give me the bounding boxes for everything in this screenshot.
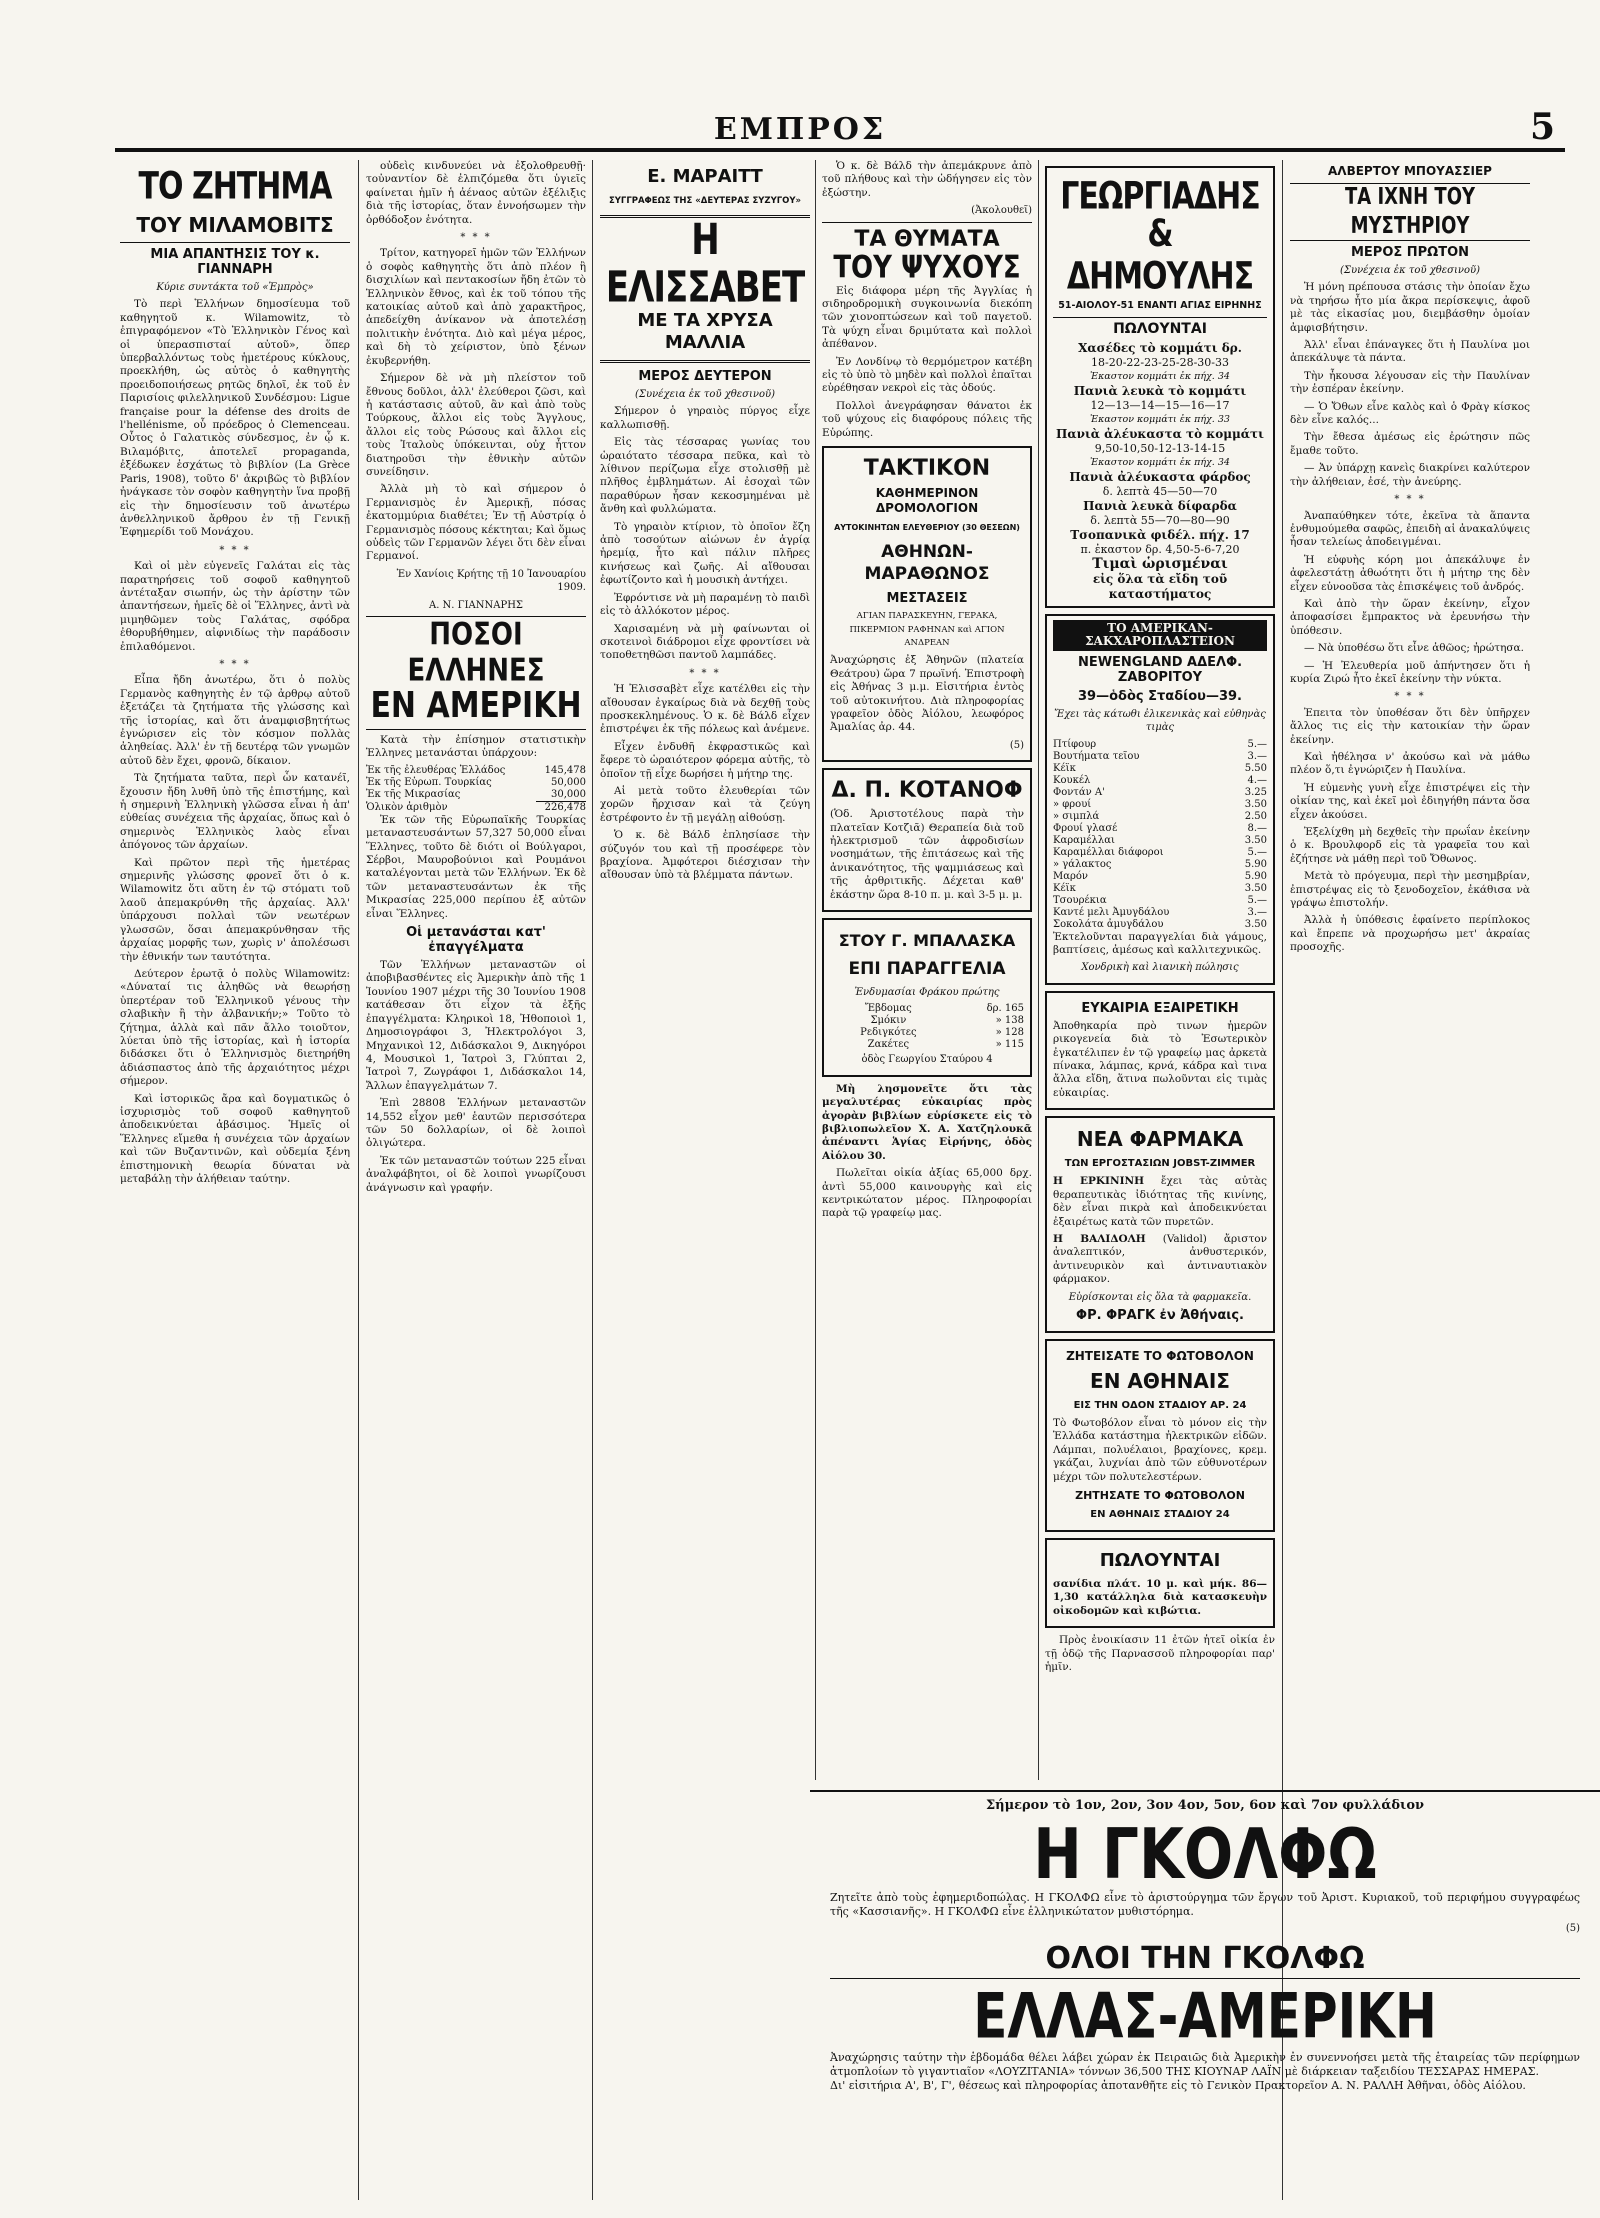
paragraph: Καὶ ἱστορικῶς ἄρα καὶ δογματικῶς ὁ ἰσχυρισμὸς τοῦ σοφοῦ καθηγητοῦ ἀποδεικνύεται ἀβάσιμος. Ἡμεῖς οἱ Ἕλληνες εἴμεθα ἡ συνέχεια τῶν ἀρχαίων καὶ τῶν Βυζαντινῶν, καὶ οὐδεμία ξένη ἐπιστημονικὴ θεωρία δύναται νὰ μεταβάλῃ τὴν ἀλήθειαν ταύτην. [120, 1092, 350, 1185]
table-row: Ρεδιγκότες » 128 [860, 1027, 1024, 1039]
article-title: ΤΑ ΘΥΜΑΤΑ [854, 226, 1000, 252]
paragraph: Πολλοὶ ἀνεγράφησαν θάνατοι ἐκ τοῦ ψύχους εἰς διαφόρους πόλεις τῆς Εὐρώπης. [822, 399, 1032, 439]
table-row: Μαρόν 5.90 [1053, 870, 1267, 882]
paragraph: Δεύτερον ἐρωτᾷ ὁ πολὺς Wilamowitz: «Δύναταί τις ἀληθῶς νὰ θεωρήσῃ ὑπερτέραν τοῦ Ἑλληνικοῦ γένους τὴν σλαβικὴν ἢ τὴν ἀλβανικήν;» Τοῦτο τὸ ζήτημα, ἀλλὰ καὶ πᾶν ἄλλο τοιοῦτον, λύεται ὑπὸ τῆς ἱστορίας, καὶ ἡ ἱστορία διδάσκει ὅτι ὁ Ἑλληνισμὸς διετηρήθη ἀδιάσπαστος ἀπὸ τῆς ἀρχαιότητος μέχρι σήμερον. [120, 967, 350, 1088]
paragraph: Τὸ περὶ Ἑλλήνων δημοσίευμα τοῦ καθηγητοῦ κ. Wilamowitz, τὸ ἐπιγραφόμενον «Τὸ Ἑλληνικὸν Γένος καὶ οἱ ὑπερασπισταί αὐτοῦ», ὅπερ ὑπερβαλλόντως τοὺς ἡμετέρους κύκλους, προεκλήθη, ὡς αὐτὸς ὁ καθηγητὴς προειδοποιήσεως ρητῶς δηλοῖ, ἐκ τοῦ ἐν Παρισίοις φιλελληνικοῦ Συνδέσμου: Ligue française pour la défense des droits de l'hellénisme, οὗ πρόεδρος ὁ Clemenceau. Οὗτος ὁ Γαλατικὸς σύνδεσμος, ἐν ᾧ κ. Βιλαμόβιτς, ἀποτελεῖ propaganda, ἐξέδωκεν ἐσχάτως τὸ βιβλίον (La Grèce Paris, 1908), τοῦτο δ' ἀκριβῶς τὸ βιβλίον ἠνάγκασε τὸν σοφὸν καθηγητὴν ἵνα προβῇ εἰς τὴν δημοσίευσιν τοῦ ἀνωτέρω ἀνθελληνικοῦ ἄρθρου ἐν τῇ Γενικῇ Ἐφημερίδι τοῦ Μονάχου. [120, 298, 350, 539]
paragraph: Καὶ οἱ μὲν εὐγενεῖς Γαλάται εἰς τὰς παρατηρήσεις τοῦ σοφοῦ καθηγητοῦ ἀντέταξαν σιωπήν, ὡς τὴν ἀρίστην τῶν ἀπαντήσεων, ἡμεῖς δὲ οἱ Ἕλληνες, ἀντὶ νὰ μιμηθῶμεν τοὺς Γαλάτας, σφόδρα ἐθορυβήθημεν, αἰφνιδίως τὴν παράδοσιν ἐπιλαθόμενοι. [120, 560, 350, 653]
masthead-rule [115, 148, 1565, 152]
table-row: Ἐκ τῆς ἐλευθέρας Ἑλλάδος 145,478 [366, 764, 586, 776]
table-row: Φρουί γλασέ 8.— [1053, 822, 1267, 834]
table-row: Φοντάν Α' 3.25 [1053, 786, 1267, 798]
ad-title: ΕΛΛΑΣ-ΑΜΕΡΙΚΗ [973, 1979, 1437, 2053]
paragraph: Ἐπειτα τὸν ὑποθέσαν ὅτι δὲν ὑπῆρχεν ἄλλος τις εἰς τὴν κατοικίαν τὴν ὥραν ἐκείνην. [1290, 706, 1530, 746]
serial-part: ΜΕΡΟΣ ΔΕΥΤΕΡΟΝ [638, 369, 772, 384]
table-row: Κέϊκ 5.50 [1053, 762, 1267, 774]
paragraph: Ἐκ τῶν τῆς Εὐρωπαϊκῆς Τουρκίας μεταναστευσάντων 57,327 50,000 εἶναι Ἕλληνες, τοῦτο δὲ διότι οἱ Βούλγαροι, Σέρβοι, Μαυροβούνιοι καὶ Ρουμάνοι καταλέγονται μετὰ τῶν Ἑλλήνων. Ἐκ δὲ τῶν μεταναστευσάντων ἐκ τῆς Μικρασίας 225,000 περίπου ἐξ αὐτῶν εἶναι Ἕλληνες. [366, 813, 586, 920]
paragraph: Σήμερον δὲ νὰ μὴ πλείστον τοῦ ἔθνους δοῦλοι, ἀλλ' ἐλεύθεροι ζῶσι, καὶ ἡ κατάστασις αὐτοῦ, ἂν καὶ ἀπὸ τοὺς Τούρκους, ἄλλοι εἰς τοὺς Ἄγγλους, ἄλλοι εἰς τοὺς Ρώσους καὶ ἄλλοι εἰς τοὺς Ἰταλοὺς ὑπόκεινται, οὐχ ἧττον διατηροῦσι τὴν ἐθνικὴν αὐτῶν συνείδησιν. [366, 372, 586, 478]
table-row: » σιμπλά 2.50 [1053, 810, 1267, 822]
tailor-ad: ΣΤΟΥ Γ. ΜΠΑΛΑΣΚΑ ΕΠΙ ΠΑΡΑΓΓΕΛΙΑ Ἐνδυμασίαι Φράκου πρώτης Ἔβδομας δρ. 165 Σμόκιν » 138 Ρεδιγκότες » 128 Ζακέτες » 115 ὁδὸς Γεωργίου Σταύρου 4 [822, 918, 1032, 1077]
table-row: » γάλακτος 5.90 [1053, 858, 1267, 870]
serial-title: ΤΑ ΙΧΝΗ ΤΟΥ ΜΥΣΤΗΡΙΟΥ [1344, 183, 1476, 240]
article-byline: ΜΙΑ ΑΠΑΝΤΗΣΙΣ ΤΟΥ κ. ΓΙΑΝΝΑΡΗ [150, 247, 320, 277]
paragraph: Ἀλλὰ μὴ τὸ καὶ σήμερον ὁ Γερμανισμὸς ἐν Ἀμερικῇ, πόσας ἐκατομμύρια διαθέτει; Ἐν τῇ Αὐστρίᾳ ὁ Γερμανισμὸς πόσους κέκτηται; Καὶ ὅμως οὐδεὶς τῶν Γερμανῶν λέγει ὅτι δὲν εἶναι Γερμανοί. [366, 483, 586, 563]
column-greeks-america: οὐδεὶς κινδυνεύει νὰ ἐξολοθρευθῇ· τοὐναντίον δὲ ἐλπιζόμεθα ὅτι ὑγιεῖς φαίνεται ἡμῖν ἡ ἀέναος αὐτῶν ἐξέλιξις διὰ τῆς ἱστορίας, ὅταν ἐννοήσωμεν τὴν ὀρθόδοξον ἐνότητα. * * * Τρίτον, κατηγορεῖ ἡμῶν τῶν Ἑλλήνων ὁ σοφὸς καθηγητὴς ὅτι ἀπὸ πλέον ἢ δισχιλίων καὶ πεντακοσίων ἤδη ἐτῶν τὸ Ἑλληνικὸν ἔθνος, καὶ ἐκ τοῦ τόπου τῆς κατοικίας αὐτοῦ καὶ ἀπὸ χαρακτῆρος, ἀπεδείχθη ἀνίκανον νὰ ἀποτελέσῃ πολιτικὴν ἑνότητα. Διὸ καὶ μέγα μέρος, καὶ δὴ τὸ χείριστον, ὑπὸ ξένων ἐκυβερνήθη. Σήμερον δὲ νὰ μὴ πλείστον τοῦ ἔθνους δοῦλοι, ἀλλ' ἐλεύθεροι ζῶσι, καὶ ἡ κατάστασις αὐτοῦ, ἂν καὶ ἀπὸ τοὺς Τούρκους, ἄλλοι εἰς τοὺς Ἄγγλους, ἄλλοι εἰς τοὺς Ρώσους καὶ ἄλλοι εἰς τοὺς Ἰταλοὺς ὑπόκεινται, οὐχ ἧττον διατηροῦσι τὴν ἐθνικὴν αὐτῶν συνείδησιν. Ἀλλὰ μὴ τὸ καὶ σήμερον ὁ Γερμανισμὸς ἐν Ἀμερικῇ, πόσας ἐκατομμύρια διαθέτει; Ἐν τῇ Αὐστρίᾳ ὁ Γερμανισμὸς πόσους κέκτηται; Καὶ ὅμως οὐδεὶς τῶν Γερμανῶν λέγει ὅτι δὲν εἶναι Γερμανοί. Ἐν Χανίοις Κρήτης τῇ 10 Ἰανουαρίου 1909. Α. Ν. ΓΙΑΝΝΑΡΗΣ ΠΟΣΟΙ ΕΛΛΗΝΕΣ ΕΝ ΑΜΕΡΙΚΗ Κατὰ τὴν ἐπίσημον στατιστικὴν Ἑλληνες μετανάσται ὑπάρχουν: Ἐκ τῆς ἐλευθέρας Ἑλλάδος 145,478 Ἐκ τῆς Εὐρωπ. Τουρκίας 50,000 Ἐκ τῆς Μικρασίας 30,000 Ὁλικὸν ἀριθμὸν 226,478 Ἐκ τῶν τῆς Εὐρωπαϊκῆς Τουρκίας μεταναστευσάντων 57,327 50,000 εἶναι Ἕλληνες, τοῦτο δὲ διότι οἱ Βούλγαροι, Σέρβοι, Μαυροβούνιοι καὶ Ρουμάνοι καταλέγονται μετὰ τῶν Ἑλλήνων. Ἐκ δὲ τῶν μεταναστευσάντων ἐκ τῆς Μικρασίας 225,000 περίπου ἐξ αὐτῶν εἶναι Ἕλληνες. Οἱ μετανάσται κατ' ἐπαγγέλματα Τῶν Ἑλλήνων μεταναστῶν οἱ ἀποβιβασθέντες εἰς Ἀμερικὴν ἀπὸ τῆς 1 Ἰουνίου 1907 μέχρι τῆς 30 Ἰουνίου 1908 κατάθεσαν ὅτι εἶχον τὰ ἑξῆς ἐπαγγέλματα: Κληρικοὶ 18, Ἠθοποιοὶ 1, Δημοσιογράφοι 3, Ἠλεκτρολόγοι 3, Μηχανικοὶ 12, Διδάσκαλοι 9, Δικηγόροι 4, Μουσικοὶ 1, Ἰατροὶ 3, Γλύπται 2, Ἰατροὶ 7, Ζωγράφοι 1, Διδάσκαλοι 14, Ἄλλων ἐπαγγελμάτων 7. Ἐπὶ 28808 Ἑλλήνων μεταναστῶν 14,552 εἶχον μεθ' ἑαυτῶν περισσότερα τῶν 50 δολλαρίων, οἱ δὲ λοιποὶ ὀλιγώτερα. Ἐκ τῶν μεταναστῶν τούτων 225 εἶναι ἀναλφάβητοι, οἱ δὲ λοιποὶ γνωρίζουσι ἀνάγνωσιν καὶ γραφήν. [366, 160, 586, 1194]
confectionery-ad: ΤΟ ΑΜΕΡΙΚΑΝ-ΣΑΚΧΑΡΟΠΛΑΣΤΕΙΟΝ NEWENGLAND ΑΔΕΛΦ. ΖΑΒΟΡΙΤΟΥ 39—ὁδὸς Σταδίου—39. Ἔχει τὰς κάτωθι ἐλικενικὰς καὶ εὐθηνὰς τιμὰς Πτίφουρ 5.— Βουτήματα τεῖου 3.— Κέϊκ 5.50 Κουκέλ 4.— Φοντάν Α' 3.25 » φρουί 3.50 » σιμπλά 2.50 Φρουί γλασέ 8.— Καραμέλλαι 3.50 Καραμέλλαι διάφοροι 5.— » γάλακτος 5.90 Μαρόν 5.90 Κέϊκ 3.50 Τσουρέκια 5.— Καντέ μελι Ἀμυγδάλου 3.— Σοκολάτα ἀμυγδάλου 3.50 Ἐκτελοῦνται παραγγελίαι διὰ γάμους, βαπτίσεις, ἀμέσως καὶ καλλιτεχνικῶς. Χονδρικὴ καὶ λιανικὴ πώλησις [1045, 614, 1275, 985]
paragraph: Εἶπα ἤδη ἀνωτέρω, ὅτι ὁ πολὺς Γερμανὸς καθηγητὴς ἐν τῷ ἀρθρῳ αὐτοῦ ἐξετάζει τὰ ζητήματα τῆς γλώσσης καὶ τῆς ἱστορίας, καὶ ὅτι ἀναμφισβητήτως ἐγνώρισεν εἰς τὸν κόσμον πολλὰς ἀληθείας. Ἀλλ' ἐν τῇ δευτέρᾳ τῶν γνωμῶν αὐτοῦ δὲν ἔχει, φρονῶ, δίκαιον. [120, 674, 350, 767]
paragraph: Πρὸς ἐνοικίασιν 11 ἐτῶν ἡτεῖ οἰκία ἐν τῇ ὁδῷ τῆς Παρνασσοῦ πληροφορίαι παρ' ἡμῖν. [1045, 1634, 1275, 1673]
fotovolon-ad: ΖΗΤΕΙΣΑΤΕ ΤΟ ΦΩΤΟΒΟΛΟΝ ΕΝ ΑΘΗΝΑΙΣ ΕΙΣ ΤΗΝ ΟΔΟΝ ΣΤΑΔΙΟΥ ΑΡ. 24 Τὸ Φωτοβόλον εἶναι τὸ μόνον εἰς τὴν Ἑλλάδα κατάστημα ἠλεκτρικῶν εἰδῶν. Λάμπαι, πολυέλαιοι, βραχίονες, κρεμ. γκάζαι, λυχνίαι ἀπὸ τῶν εὐθυνοτέρων μέχρι τῶν πολυτελεστέρων. ΖΗΤΗΣΑΤΕ ΤΟ ΦΩΤΟΒΟΛΟΝ ΕΝ ΑΘΗΝΑΙΣ ΣΤΑΔΙΟΥ 24 [1045, 1339, 1275, 1532]
table-row: Σοκολάτα ἀμυγδάλου 3.50 [1053, 918, 1267, 930]
table-row: Ἐκ τῆς Μικρασίας 30,000 [366, 788, 586, 801]
paragraph: Ἡ μόνη πρέπουσα στάσις τὴν ὁποίαν ἔχω νὰ τηρήσω ἦτο μία ἄκρα περίσκεψις, ἀφοῦ μὲ τὰς εἰκασίας μου, διεμβάσθην ὁμοίαν ἀμφισβήτησιν. [1290, 281, 1530, 334]
serial-subtitle: ΜΕ ΤΑ ΧΡΥΣΑ ΜΑΛΛΙΑ [637, 310, 773, 353]
ad-text: Δι' εἰσιτήρια Α', Β', Γ', θέσεως καὶ πληροφορίας ἀποτανθῆτε εἰς τὸ Γενικὸν Πρακτορεῖον Α. Ν. ΡΑΛΛΗ Ἀθῆναι, ὁδὸς Αἰόλου. [830, 2079, 1526, 2092]
column-mystery: ΑΛΒΕΡΤΟΥ ΜΠΟΥΑΣΣΙΕΡ ΤΑ ΙΧΝΗ ΤΟΥ ΜΥΣΤΗΡΙΟΥ ΜΕΡΟΣ ΠΡΩΤΟΝ (Συνέχεια ἐκ τοῦ χθεσινοῦ) Ἡ μόνη πρέπουσα στάσις τὴν ὁποίαν ἔχω νὰ τηρήσω ἦτο μία ἄκρα περίσκεψις, ἀφοῦ μὲ τὰς εἰκασίας μου, διεμβάσθην ὁμοίαν ἀμφισβήτησιν. Ἀλλ' εἶναι ἐπάναγκες ὅτι ἡ Παυλίνα μοι ἀπεκάλυψε τὰ πάντα. Τὴν ἦκουσα λέγουσαν εἰς τὴν Παυλίναν τὴν ἑσπέραν ἐκείνην. — Ὁ Ὄθων εἶνε καλὸς καὶ ὁ Φρὰγ κίσκος δὲν εἶνε καλός... Τὴν ἔθεσα ἀμέσως εἰς ἐρώτησιν πῶς ἔμαθε τοῦτο. — Ἀν ὑπάρχῃ κανεὶς διακρίνει καλύτερον τὴν ἀλήθειαν, ἐσέ, τὴν ἀνεύρης. * * * Ἀναπαύθηκεν τότε, ἐκεῖνα τὰ ἅπαντα ἐνθυμούμεθα σαφῶς, ἐπειδὴ αἱ ἀνακαλύψεις ἦσαν τελείως ἀποδειγμέναι. Ἡ εὐφυὴς κόρη μοι ἀπεκάλυψε ἐν ἀφελεστάτῃ ἀθωότητι ὅτι ἡ μήτηρ της δὲν εἶχεν εὐνοοῦσα τὰς ἐπισκέψεις τοῦ ἀνδρός. Καὶ ἀπὸ τὴν ὥραν ἐκείνην, εἶχον ἀποφασίσει ἔμπρακτος νὰ ἐρευνήσω τὴν ὑπόθεσιν. — Νὰ ὑποθέσω ὅτι εἶνε ἀθῶος; ἠρώτησα. — Ἡ Ἐλευθερία μοῦ ἀπήντησεν ὅτι ἡ κυρία Ζιρώ ἦτο ἐκεῖ ἐκείνην τὴν νύκτα. * * * Ἐπειτα τὸν ὑποθέσαν ὅτι δὲν ὑπῆρχεν ἄλλος τις εἰς τὴν κατοικίαν τὴν ὥραν ἐκείνην. Καὶ ἠθέλησα ν' ἀκούσω καὶ νὰ μάθω πλέον ὅ,τι ἐγνώριζεν ἡ Παυλίνα. Ἡ εὐμενὴς γυνὴ εἶχε ἐπιστρέψει εἰς τὴν οἰκίαν της, καὶ ἐκεῖ μοὶ ἐδιηγήθη πάντα ὅσα εἶχεν ἀκούσει. Ἐξελίχθη μὴ δεχθεῖς τὴν πρωΐαν ἐκείνην ὁ κ. Βρουλφορδ εἰς τὰ γραφεῖα του καὶ ἐζήτησε νὰ μάθῃ περὶ τοῦ Ὄθωνος. Μετὰ τὸ πρόγευμα, περὶ τὴν μεσημβρίαν, ἐπιστρέψας εἰς τὸ ξενοδοχεῖον, ἐκάθισα νὰ γράψω ἐπιστολήν. Ἀλλὰ ἡ ὑπόθεσις ἐφαίνετο περίπλοκος καὶ ἔπρεπε νὰ προχωρήσω μετ' ἀκραίας προσοχῆς. [1290, 164, 1530, 954]
table-row: Τσουρέκια 5.— [1053, 894, 1267, 906]
article-title: ΕΝ ΑΜΕΡΙΚΗ [370, 684, 582, 727]
table-row: Ἐκ τῆς Εὐρωπ. Τουρκίας 50,000 [366, 776, 586, 788]
table-row: Ὁλικὸν ἀριθμὸν 226,478 [366, 801, 586, 813]
opportunity-ad: ΕΥΚΑΙΡΙΑ ΕΞΑΙΡΕΤΙΚΗ Ἀποθηκαρία πρὸ τινων ἡμερῶν ρικογενεία διὰ τὸ Ἐσωτερικὸν ἐγκατέλιπεν ἐν τῷ γραφείῳ μας ἀρκετὰ πίνακα, λάμπας, κρνά, κάδρα καὶ τινα ἄλλα εἴδη, ἅτινα πωλοῦνται εἰς τιμὰς εὐκαιρίας. [1045, 991, 1275, 1110]
column-ads [1045, 160, 1275, 1780]
paragraph: — Ὁ Ὄθων εἶνε καλὸς καὶ ὁ Φρὰγ κίσκος δὲν εἶνε καλός... [1290, 400, 1530, 427]
golfo-ad [810, 1790, 1600, 2192]
serial-title: Η ΕΛΙΣΣΑΒΕΤ [605, 215, 805, 313]
column-cold-victims [822, 160, 1032, 1780]
ad-title: Η ΓΚΟΛΦΩ [1033, 1813, 1377, 1895]
paragraph: Τὰ ζητήματα ταῦτα, περὶ ὧν κατανέῖ, ἔχουσιν ἤδη λυθῆ ὑπὸ τῆς ἐπιστήμης, καὶ ἡ σημερινὴ Ἑλληνικὴ γλῶσσα εἶναι ἡ ἀπ' εὐθείας συνέχεια τῆς ἀρχαίας, ὅπως καὶ ὁ σημερινὸς Ἑλληνικὸς λαὸς εἶναι ἀπόγονος τῶν ἀρχαίων. [120, 772, 350, 852]
author-name: Ε. ΜΑΡΑΙΤΤ [647, 166, 763, 187]
serial-cont: (Συνέχεια ἐκ τοῦ χθεσινοῦ) [1340, 265, 1480, 276]
author-name: ΑΛΒΕΡΤΟΥ ΜΠΟΥΑΣΣΙΕΡ [1328, 164, 1492, 178]
paragraph: Πωλεῖται οἰκία ἀξίας 65,000 δρχ. ἀντὶ 55,000 καινουργὴς καὶ εἰς κεντρικώτατον μέρος. Πληροφορίαι παρὰ τῷ γραφείῳ μας. [822, 1167, 1032, 1220]
ad-text: Ζητεῖτε ἀπὸ τοὺς ἐφημεριδοπώλας. Η ΓΚΟΛΦΩ εἶνε τὸ ἀριστούργημα τῶν ἔργων τοῦ Ἀριστ. Κυριακοῦ, τοῦ περιφήμου συγγραφέως τῆς «Κασσιανῆς». Η ΓΚΟΛΦΩ εἶνε ἑλληνικώτατον μυθιστόρημα. [830, 1891, 1580, 1918]
table-row: Ζακέτες » 115 [867, 1039, 1024, 1051]
paragraph: Ὁ κ. δὲ Βάλδ τὴν ἀπεμάκρυνε ἀπὸ τοῦ πλήθους καὶ τὴν ὡδήγησεν εἰς τὸν ἐξώστην. [822, 160, 1032, 199]
article-title: ΤΟΥ ΨΥΧΟΥΣ [833, 249, 1021, 286]
paragraph: Ἀναπαύθηκεν τότε, ἐκεῖνα τὰ ἅπαντα ἐνθυμούμεθα σαφῶς, ἐπειδὴ αἱ ἀνακαλύψεις ἦσαν τελείως ἀποδειγμέναι. [1290, 509, 1530, 549]
paragraph: Τῶν Ἑλλήνων μεταναστῶν οἱ ἀποβιβασθέντες εἰς Ἀμερικὴν ἀπὸ τῆς 1 Ἰουνίου 1907 μέχρι τῆς 30 Ἰουνίου 1908 κατάθεσαν ὅτι εἶχον τὰ ἑξῆς ἐπαγγέλματα: Κληρικοὶ 18, Ἠθοποιοὶ 1, Δημοσιογράφοι 3, Ἠλεκτρολόγοι 3, Μηχανικοὶ 12, Διδάσκαλοι 9, Δικηγόροι 4, Μουσικοὶ 1, Ἰατροὶ 3, Γλύπται 2, Ἰατροὶ 7, Ζωγράφοι 1, Διδάσκαλοι 14, Ἄλλων ἐπαγγελμάτων 7. [366, 959, 586, 1092]
article-title: ΠΟΣΟΙ ΕΛΛΗΝΕΣ [407, 617, 545, 689]
paragraph: Ἐπὶ 28808 Ἑλλήνων μεταναστῶν 14,552 εἶχον μεθ' ἑαυτῶν περισσότερα τῶν 50 δολλαρίων, οἱ δὲ λοιποὶ ὀλιγώτερα. [366, 1097, 586, 1150]
paragraph: Ἐξελίχθη μὴ δεχθεῖς τὴν πρωΐαν ἐκείνην ὁ κ. Βρουλφορδ εἰς τὰ γραφεῖα του καὶ ἐζήτησε νὰ μάθῃ περὶ τοῦ Ὄθωνος. [1290, 826, 1530, 865]
paragraph: — Νὰ ὑποθέσω ὅτι εἶνε ἀθῶος; ἠρώτησα. [1304, 642, 1524, 655]
paragraph: Τὴν ἔθεσα ἀμέσως εἰς ἐρώτησιν πῶς ἔμαθε τοῦτο. [1290, 431, 1530, 457]
signature-place: Ἐν Χανίοις Κρήτης τῇ 10 Ἰανουαρίου 1909. [396, 568, 586, 594]
paragraph: Εἶχεν ἐνδυθῆ ἐκφραστικῶς καὶ ἔφερε τὸ ὡραιότερον φόρεμα αὐτῆς, τὸ ὁποῖον τῇ εἶχε δωρήσει ἡ μήτηρ της. [600, 740, 810, 780]
article-subtitle: ΤΟΥ ΜΙΛΑΜΟΒΙΤΣ [136, 213, 334, 237]
planks-ad: ΠΩΛΟΥΝΤΑΙ σανίδια πλάτ. 10 μ. καὶ μήκ. 86—1,30 κατάλληλα διὰ κατασκευὴν οἰκοδομῶν καὶ κιβώτια. [1045, 1538, 1275, 1628]
paragraph: Μὴ λησμονεῖτε ὅτι τὰς μεγαλυτέρας εὐκαιρίας πρὸς ἀγορὰν βιβλίων εὑρίσκετε εἰς τὸ βιβλιοπωλεῖον Χ. Α. Χατζηλουκᾶ ἀπέναντι Ἁγίας Εἰρήνης, ὁδὸς Αἰόλου 30. [822, 1082, 1032, 1162]
table-row: Κουκέλ 4.— [1053, 774, 1267, 786]
table-row: Βουτήματα τεῖου 3.— [1053, 750, 1267, 762]
bus-timetable-ad: ΤΑΚΤΙΚΟΝ ΚΑΘΗΜΕΡΙΝΟΝ ΔΡΟΜΟΛΟΓΙΟΝ ΑΥΤΟΚΙΝΗΤΩΝ ΕΛΕΥΘΕΡΙΟΥ (30 ΘΕΣΕΩΝ) ΑΘΗΝΩΝ-ΜΑΡΑΘΩΝΟΣ ΜΕΣΤΑΣΕΙΣ ΑΓΙΑΝ ΠΑΡΑΣΚΕΥΗΝ, ΓΕΡΑΚΑ, ΠΙΚΕΡΜΙΟΝ ΡΑΦΗΝΑΝ καὶ ΑΓΙΟΝ ΑΝΔΡΕΑΝ Ἀναχώρησις ἐξ Ἀθηνῶν (πλατεία Θεάτρου) ὥρα 7 πρωϊνή. Ἐπιστροφὴ εἰς Ἀθήνας 3 μ.μ. Εἰσιτήρια ἐντὸς τοῦ αὐτοκινήτου. Διὰ πληροφορίας γραφεῖον ὁδὸς Ἀἰόλου, λεωφόρος Ἀμαλίας ἀρ. 44. (5) [822, 446, 1032, 762]
table-row: Καραμέλλαι 3.50 [1053, 834, 1267, 846]
paragraph: — Ἀν ὑπάρχῃ κανεὶς διακρίνει καλύτερον τὴν ἀλήθειαν, ἐσέ, τὴν ἀνεύρης. [1290, 462, 1530, 488]
paragraph: Αἱ μετὰ τοῦτο ἐλευθερίαι τῶν χορῶν ἤρχισαν καὶ τὰ ζεύγη ἐστρέφοντο ἐν τῇ μεγάλῃ αἰθούσῃ. [600, 784, 810, 824]
paragraph: Ἐν Λονδίνῳ τὸ θερμόμετρον κατέβη εἰς τὸ ὑπὸ τὸ μηδὲν καὶ πολλοὶ ἐπαῖται εὑρέθησαν νεκροὶ εἰς τὰς ὁδούς. [822, 355, 1032, 395]
paragraph: Ἡ εὐφυὴς κόρη μοι ἀπεκάλυψε ἐν ἀφελεστάτῃ ἀθωότητι ὅτι ἡ μήτηρ της δὲν εἶχεν εὐνοοῦσα τὰς ἐπισκέψεις τοῦ ἀνδρός. [1290, 553, 1530, 593]
table-row: Πτίφουρ 5.— [1053, 738, 1267, 750]
paragraph: Κατὰ τὴν ἐπίσημον στατιστικὴν Ἑλληνες μετανάσται ὑπάρχουν: [366, 734, 586, 760]
table-row: Κέϊκ 3.50 [1053, 882, 1267, 894]
ad-text: Ἀναχώρησις ταύτην τὴν ἑβδομάδα θέλει λάβει χώραν ἐκ Πειραιῶς διὰ Ἀμερικὴν ἐν συνεννοήσει μετὰ τῆς ἑταιρείας τῶν περίφημων ἀτμοπλοίων τὸ γιγαντιαῖον «ΛΟΥΖΙΤΑΝΙΑ» τόννων 36,500 ΤΗΣ ΚΙΟΥΝΑΡ ΛΑΪΝ μὲ διάρκειαν ταξειδίου ΤΕΣΣΑΡΑΣ ΗΜΕΡΑΣ. [830, 2051, 1580, 2078]
ad-line: Σήμερον τὸ 1ον, 2ον, 3ον 4ον, 5ον, 6ον καὶ 7ον φυλλάδιον [985, 1798, 1425, 1813]
paragraph: Καὶ πρῶτον περὶ τῆς ἡμετέρας σημερινῆς γλώσσης φρονεῖ ὅτι ὁ κ. Wilamowitz ὅτι αὕτη ἐν τῷ στόματι τοῦ λαοῦ ἀπεμακρύνθη τῆς ἀρχαίας. Ἀλλ' ὑπάρχουσι πολλαὶ τῶν νεωτέρων γλωσσῶν, ὅσαι ἀπεμακρύνθησαν τῆς ἀρχαίας μορφῆς των, χωρὶς ν' ἀπολέσωσι τὴν ἐθνικήν των ταυτότητα. [120, 856, 350, 963]
paragraph: Χαρισαμένη νὰ μὴ φαίνωνται οἱ σκοτεινοὶ διάδρομοι εἶχε φροντίσει νὰ τοποθετηθῶσι παντοῦ λαμπάδες. [600, 622, 810, 662]
paragraph: Ἡ Ἐλισσαβὲτ εἶχε κατέλθει εἰς τὴν αἴθουσαν ἐγκαίρως διὰ νὰ δεχθῇ τοὺς προσκεκλημένους. Ὁ κ. δὲ Βάλδ εἶχεν ἐπιστρέψει ἐκ τῆς πόλεως καὶ ἀνέμενε. [600, 683, 810, 736]
table-row: » φρουί 3.50 [1053, 798, 1267, 810]
paragraph: Μετὰ τὸ πρόγευμα, περὶ τὴν μεσημβρίαν, ἐπιστρέψας εἰς τὸ ξενοδοχεῖον, ἐκάθισα νὰ γράψω ἐπιστολήν. [1290, 870, 1530, 910]
author-sub: ΣΥΓΓΡΑΦΕΩΣ ΤΗΣ «ΔΕΥΤΕΡΑΣ ΣΥΖΥΓΟΥ» [608, 196, 802, 206]
column-elisavet: Ε. ΜΑΡΑΙΤΤ ΣΥΓΓΡΑΦΕΩΣ ΤΗΣ «ΔΕΥΤΕΡΑΣ ΣΥΖΥΓΟΥ» Η ΕΛΙΣΣΑΒΕΤ ΜΕ ΤΑ ΧΡΥΣΑ ΜΑΛΛΙΑ ΜΕΡΟΣ ΔΕΥΤΕΡΟΝ (Συνέχεια ἐκ τοῦ χθεσινοῦ) Σήμερον ὁ γηραιὸς πύργος εἶχε καλλωπισθῇ. Εἰς τὰς τέσσαρας γωνίας του ὡραιότατο τέσσαρα πεῦκα, καὶ τὸ λίθινον περίζωμα εἶχε στολισθῇ μὲ πλῆθος ἐμβλημάτων. Αἱ ἐσοχαὶ τῶν παραθύρων ἦσαν κεκοσμημέναι μὲ ἄνθη καὶ φυλλώματα. Τὸ γηραιὸν κτίριον, τὸ ὁποῖον ἔζη ἀπὸ τοσούτων αἰώνων ἐν ἀγρίᾳ ἡρεμίᾳ, ἦτο καὶ πάλιν πλῆρες κινήσεως καὶ ζωῆς. Αἱ αἴθουσαι ἐφωτίζοντο καὶ ἡ μουσικὴ ἀντήχει. Ἐφρόντισε νὰ μὴ παραμένῃ τὸ παιδὶ εἰς τὸ ἀλλόκοτον μέρος. Χαρισαμένη νὰ μὴ φαίνωνται οἱ σκοτεινοὶ διάδρομοι εἶχε φροντίσει νὰ τοποθετηθῶσι παντοῦ λαμπάδες. * * * Ἡ Ἐλισσαβὲτ εἶχε κατέλθει εἰς τὴν αἴθουσαν ἐγκαίρως διὰ νὰ δεχθῇ τοὺς προσκεκλημένους. Ὁ κ. δὲ Βάλδ εἶχεν ἐπιστρέψει ἐκ τῆς πόλεως καὶ ἀνέμενε. Εἶχεν ἐνδυθῆ ἐκφραστικῶς καὶ ἔφερε τὸ ὡραιότερον φόρεμα αὐτῆς, τὸ ὁποῖον τῇ εἶχε δωρήσει ἡ μήτηρ της. Αἱ μετὰ τοῦτο ἐλευθερίαι τῶν χορῶν ἤρχισαν καὶ τὰ ζεύγη ἐστρέφοντο ἐν τῇ μεγάλῃ αἰθούσῃ. Ὁ κ. δὲ Βάλδ ἐπλησίασε τὴν σύζυγόν του καὶ τῇ προσέφερε τὸν βραχίονα. Ἀμφότεροι διέσχισαν τὴν αἴθουσαν ὑπὸ τὰ βλέμματα πάντων. [600, 166, 810, 882]
table-row: Σμόκιν » 138 [870, 1015, 1024, 1027]
paragraph: Ἀλλὰ ἡ ὑπόθεσις ἐφαίνετο περίπλοκος καὶ ἔπρεπε νὰ προχωρήσω μετ' ἀκραίας προσοχῆς. [1290, 914, 1530, 954]
paragraph: — Ἡ Ἐλευθερία μοῦ ἀπήντησεν ὅτι ἡ κυρία Ζιρώ ἦτο ἐκεῖ ἐκείνην τὴν νύκτα. [1290, 659, 1530, 685]
table-row: Καντέ μελι Ἀμυγδάλου 3.— [1053, 906, 1267, 918]
paragraph: Ἐκ τῶν μεταναστῶν τούτων 225 εἶναι ἀναλφάβητοι, οἱ δὲ λοιποὶ γνωρίζουσι ἀνάγνωσιν καὶ γραφήν. [366, 1154, 586, 1194]
paragraph: Ἐφρόντισε νὰ μὴ παραμένῃ τὸ παιδὶ εἰς τὸ ἀλλόκοτον μέρος. [600, 591, 810, 618]
paragraph: Καὶ ἀπὸ τὴν ὥραν ἐκείνην, εἶχον ἀποφασίσει ἔμπρακτος νὰ ἐρευνήσω τὴν ὑπόθεσιν. [1290, 597, 1530, 637]
continued-note: (Ἀκολουθεῖ) [971, 205, 1032, 217]
section-subheading: Οἱ μετανάσται κατ' ἐπαγγέλματα [406, 925, 546, 956]
ad-number: (5) [1565, 1923, 1580, 1934]
confectionery-prices [1053, 739, 1267, 931]
paragraph: Εἰς διάφορα μέρη τῆς Ἀγγλίας ἡ σιδηροδρομικὴ συγκοινωνία διεκόπη τῶν χιονοπτώσεων καὶ τοῦ παγετοῦ. Τὰ ψύχη εἶναι δριμύτατα καὶ πολλοὶ ἀπέθανον. [822, 284, 1032, 351]
paragraph: Τὸ γηραιὸν κτίριον, τὸ ὁποῖον ἔζη ἀπὸ τοσούτων αἰώνων ἐν ἀγρίᾳ ἡρεμίᾳ, ἦτο καὶ πάλιν πλῆρες κινήσεως καὶ ζωῆς. Αἱ αἴθουσαι ἐφωτίζοντο καὶ ἡ μουσικὴ ἀντήχει. [600, 520, 810, 587]
article-title: ΤΟ ΖΗΤΗΜΑ [138, 164, 332, 209]
article-intro: Κύριε συντάκτα τοῦ «Ἐμπρὸς» [156, 282, 314, 293]
paragraph: Καὶ ἠθέλησα ν' ἀκούσω καὶ νὰ μάθω πλέον ὅ,τι ἐγνώριζεν ἡ Παυλίνα. [1290, 751, 1530, 777]
paragraph: οὐδεὶς κινδυνεύει νὰ ἐξολοθρευθῇ· τοὐναντίον δὲ ἐλπιζόμεθα ὅτι ὑγιεῖς φαίνεται ἡμῖν ἡ ἀέναος αὐτῶν ἐξέλιξις διὰ τῆς ἱστορίας, ὅταν ἐννοήσωμεν τὴν ὀρθόδοξον ἐνότητα. [366, 160, 586, 226]
doctor-ad: Δ. Π. ΚΟΤΑΝΟΦ (Ὁδ. Ἀριστοτέλους παρὰ τὴν πλατεῖαν Κοτζιᾶ) Θεραπεία διὰ τοῦ ἠλεκτρισμοῦ τῶν ἀφροδισίων νοσημάτων, τῆς ἐπιτάσεως καὶ τῆς ἀνικανότητος, τῆς ψαμμιάσεως καὶ τῆς ἀρθριτικῆς. Δέχεται καθ' ἑκάστην ὥρα 8-10 π. μ. καὶ 3-5 μ. μ. [822, 768, 1032, 912]
paragraph: Ὁ κ. δὲ Βάλδ ἐπλησίασε τὴν σύζυγόν του καὶ τῇ προσέφερε τὸν βραχίονα. Ἀμφότεροι διέσχισαν τὴν αἴθουσαν ὑπὸ τὰ βλέμματα πάντων. [600, 829, 810, 882]
paragraph: Τρίτον, κατηγορεῖ ἡμῶν τῶν Ἑλλήνων ὁ σοφὸς καθηγητὴς ὅτι ἀπὸ πλέον ἢ δισχιλίων καὶ πεντακοσίων ἤδη ἐτῶν τὸ Ἑλληνικὸν ἔθνος, καὶ ἐκ τοῦ τόπου τῆς κατοικίας αὐτοῦ καὶ ἀπὸ χαρακτῆρος, ἀπεδείχθη ἀνίκανον νὰ ἀποτελέσῃ πολιτικὴν ἑνότητα. Διὸ καὶ μέγα μέρος, καὶ δὴ τὸ χείριστον, ὑπὸ ξένων ἐκυβερνήθη. [366, 247, 586, 367]
serial-cont: (Συνέχεια ἐκ τοῦ χθεσινοῦ) [635, 389, 775, 400]
pharmacy-ad: ΝΕΑ ΦΑΡΜΑΚΑ ΤΩΝ ΕΡΓΟΣΤΑΣΙΩΝ JOBST-ZIMMER Η ΕΡΚΙΝΙΝΗ ἔχει τὰς αὐτὰς θεραπευτικὰς ἰδιότητας τῆς κινίνης, δὲν εἶναι πικρὰ καὶ ἀποδεικνύεται ἐξαιρέτως κατὰ τῶν πυρετῶν. Η ΒΑΛΙΔΟΛΗ (Validol) ἄριστον ἀναλεπτικόν, ἀνθυστερικόν, ἀντινευρικὸν καὶ ἀντιναυτιακὸν φάρμακον. Εὑρίσκονται εἰς ὅλα τὰ φαρμακεῖα. ΦΡ. ΦΡΑΓΚ ἐν Ἀθήναις. [1045, 1116, 1275, 1333]
serial-part: ΜΕΡΟΣ ΠΡΩΤΟΝ [1350, 245, 1470, 260]
page-number: 5 [1530, 106, 1556, 148]
table-row: Ἔβδομας δρ. 165 [864, 1003, 1024, 1015]
paragraph: Σήμερον ὁ γηραιὸς πύργος εἶχε καλλωπισθῇ. [600, 405, 810, 431]
table-row: Καραμέλλαι διάφοροι 5.— [1053, 846, 1267, 858]
column-milamovits: ΤΟ ΖΗΤΗΜΑ ΤΟΥ ΜΙΛΑΜΟΒΙΤΣ ΜΙΑ ΑΠΑΝΤΗΣΙΣ ΤΟΥ κ. ΓΙΑΝΝΑΡΗ Κύριε συντάκτα τοῦ «Ἐμπρὸς» Τὸ περὶ Ἑλλήνων δημοσίευμα τοῦ καθηγητοῦ κ. Wilamowitz, τὸ ἐπιγραφόμενον «Τὸ Ἑλληνικὸν Γένος καὶ οἱ ὑπερασπισταί αὐτοῦ», ὅπερ ὑπερβαλλόντως τοὺς ἡμετέρους κύκλους, προεκλήθη, ὡς αὐτὸς ὁ καθηγητὴς προειδοποιήσεως ρητῶς δηλοῖ, ἐκ τοῦ ἐν Παρισίοις φιλελληνικοῦ Συνδέσμου: Ligue française pour la défense des droits de l'hellénisme, οὗ πρόεδρος ὁ Clemenceau. Οὗτος ὁ Γαλατικὸς σύνδεσμος, ἐν ᾧ κ. Βιλαμόβιτς, ἀποτελεῖ propaganda, ἐξέδωκεν ἐσχάτως τὸ βιβλίον (La Grèce Paris, 1908), τοῦτο δ' ἀκριβῶς τὸ βιβλίον ἠνάγκασε τὸν σοφὸν καθηγητὴν ἵνα προβῇ εἰς τὴν δημοσίευσιν τοῦ ἀνωτέρω ἀνθελληνικοῦ ἄρθρου ἐν τῇ Γενικῇ Ἐφημερίδι τοῦ Μονάχου. * * * Καὶ οἱ μὲν εὐγενεῖς Γαλάται εἰς τὰς παρατηρήσεις τοῦ σοφοῦ καθηγητοῦ ἀντέταξαν σιωπήν, ὡς τὴν ἀρίστην τῶν ἀπαντήσεων, ἡμεῖς δὲ οἱ Ἕλληνες, ἀντὶ νὰ μιμηθῶμεν τοὺς Γαλάτας, σφόδρα ἐθορυβήθημεν, αἰφνιδίως τὴν παράδοσιν ἐπιλαθόμενοι. * * * Εἶπα ἤδη ἀνωτέρω, ὅτι ὁ πολὺς Γερμανὸς καθηγητὴς ἐν τῷ ἀρθρῳ αὐτοῦ ἐξετάζει τὰ ζητήματα τῆς γλώσσης καὶ τῆς ἱστορίας, καὶ ὅτι ἀναμφισβητήτως ἐγνώρισεν εἰς τὸν κόσμον πολλὰς ἀληθείας. Ἀλλ' ἐν τῇ δευτέρᾳ τῶν γνωμῶν αὐτοῦ δὲν ἔχει, φρονῶ, δίκαιον. Τὰ ζητήματα ταῦτα, περὶ ὧν κατανέῖ, ἔχουσιν ἤδη λυθῆ ὑπὸ τῆς ἐπιστήμης, καὶ ἡ σημερινὴ Ἑλληνικὴ γλῶσσα εἶναι ἡ ἀπ' εὐθείας συνέχεια τῆς ἀρχαίας, ὅπως καὶ ὁ σημερινὸς Ἑλληνικὸς λαὸς εἶναι ἀπόγονος τῶν ἀρχαίων. Καὶ πρῶτον περὶ τῆς ἡμετέρας σημερινῆς γλώσσης φρονεῖ ὅτι ὁ κ. Wilamowitz ὅτι αὕτη ἐν τῷ στόματι τοῦ λαοῦ ἀπεμακρύνθη τῆς ἀρχαίας. Ἀλλ' ὑπάρχουσι πολλαὶ τῶν νεωτέρων γλωσσῶν, ὅσαι ἀπεμακρύνθησαν τῆς ἀρχαίας μορφῆς των, χωρὶς ν' ἀπολέσωσι τὴν ἐθνικήν των ταυτότητα. Δεύτερον ἐρωτᾷ ὁ πολὺς Wilamowitz: «Δύναταί τις ἀληθῶς νὰ θεωρήσῃ ὑπερτέραν τοῦ Ἑλληνικοῦ γένους τὴν σλαβικὴν ἢ τὴν ἀλβανικήν;» Τοῦτο τὸ ζήτημα, ἀλλὰ καὶ πᾶν ἄλλο τοιοῦτον, λύεται ὑπὸ τῆς ἱστορίας, καὶ ἡ ἱστορία διδάσκει ὅτι ὁ Ἑλληνισμὸς διετηρήθη ἀδιάσπαστος ἀπὸ τῆς ἀρχαιότητος μέχρι σήμερον. Καὶ ἱστορικῶς ἄρα καὶ δογματικῶς ὁ ἰσχυρισμὸς τοῦ σοφοῦ καθηγητοῦ ἀποδεικνύεται ἀβάσιμος. Ἡμεῖς οἱ Ἕλληνες εἴμεθα ἡ συνέχεια τῶν ἀρχαίων καὶ τῶν Βυζαντινῶν, καὶ οὐδεμία ξένη ἐπιστημονικὴ θεωρία δύναται νὰ μεταβάλῃ τὴν ἀλήθειαν ταύτην. [120, 164, 350, 1185]
paragraph: Εἰς τὰς τέσσαρας γωνίας του ὡραιότατο τέσσαρα πεῦκα, καὶ τὸ λίθινον περίζωμα εἶχε στολισθῇ μὲ πλῆθος ἐμβλημάτων. Αἱ ἐσοχαὶ τῶν παραθύρων ἦσαν κεκοσμημέναι μὲ ἄνθη καὶ φυλλώματα. [600, 436, 810, 516]
ad-title: ΟΛΟΙ ΤΗΝ ΓΚΟΛΦΩ [1045, 1941, 1365, 1976]
paragraph: Ἀλλ' εἶναι ἐπάναγκες ὅτι ἡ Παυλίνα μοι ἀπεκάλυψε τὰ πάντα. [1290, 339, 1530, 365]
signature-name: Α. Ν. ΓΙΑΝΝΑΡΗΣ [428, 599, 524, 611]
paragraph: Τὴν ἦκουσα λέγουσαν εἰς τὴν Παυλίναν τὴν ἑσπέραν ἐκείνην. [1290, 369, 1530, 396]
fabric-shop-ad: ΓΕΩΡΓΙΑΔΗΣ & ΔΗΜΟΥΛΗΣ 51-ΑΙΟΛΟΥ-51 ΕΝΑΝΤΙ ΑΓΙΑΣ ΕΙΡΗΝΗΣ ΠΩΛΟΥΝΤΑΙ Χασέδες τὸ κομμάτι δρ. 18-20-22-23-25-28-30-33 Ἐκαστον κομμάτι ἐκ πήχ. 34 Πανιὰ λευκὰ τὸ κομμάτι 12—13—14—15—16—17 Ἐκαστον κομμάτι ἐκ πήχ. 33 Πανιὰ ἀλέυκαστα τὸ κομμάτι 9,50-10,50-12-13-14-15 Ἐκαστον κομμάτι ἐκ πήχ. 34 Πανιὰ ἀλέυκαστα φάρδος δ. λεπτὰ 45—50—70 Πανιὰ λευκὰ δίφαρδα δ. λεπτὰ 55—70—80—90 Τσοπανικὰ φιδέλ. πήχ. 17 π. ἐκαστον δρ. 4,50-5-6-7,20 Τιμαὶ ὡρισμέναι εἰς ὅλα τὰ εἴδη τοῦ καταστήματος [1045, 166, 1275, 608]
tailor-prices [830, 1003, 1024, 1051]
masthead [0, 0, 1600, 150]
masthead-title: ΕΜΠΡΟΣ [713, 112, 887, 147]
stats-table [366, 765, 586, 814]
paragraph: Ἡ εὐμενὴς γυνὴ εἶχε ἐπιστρέψει εἰς τὴν οἰκίαν της, καὶ ἐκεῖ μοὶ ἐδιηγήθη πάντα ὅσα εἶχεν ἀκούσει. [1290, 781, 1530, 821]
